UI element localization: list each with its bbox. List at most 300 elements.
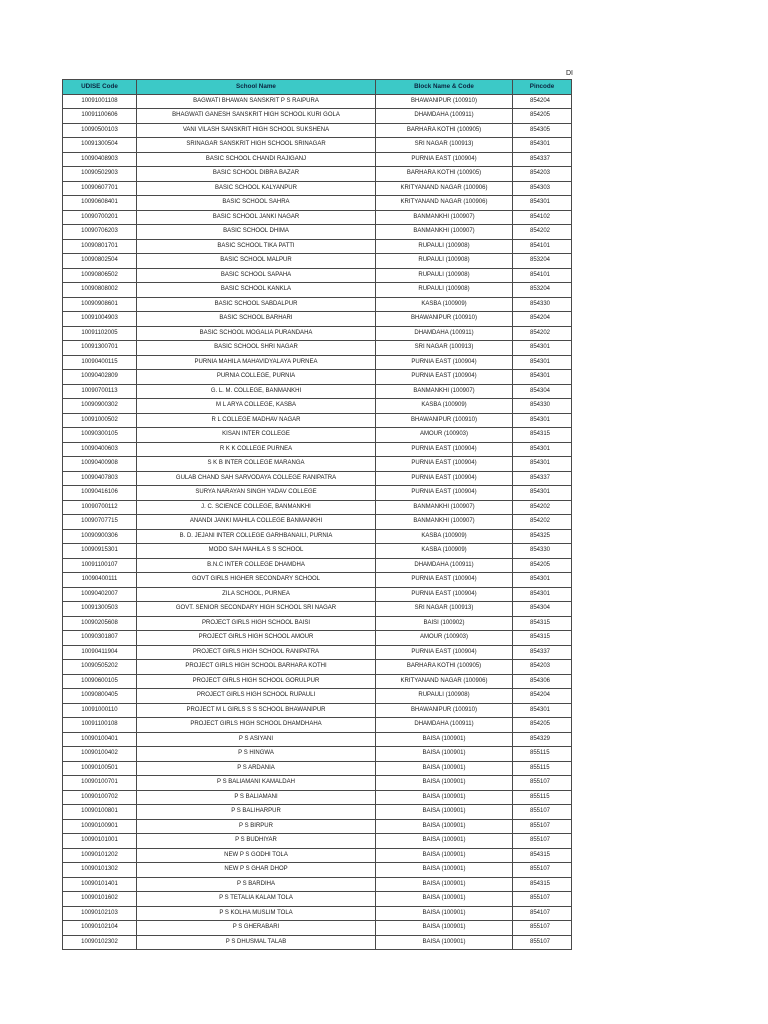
pincode-cell: 854315 <box>513 877 572 892</box>
table-row <box>63 935 572 950</box>
table-row <box>63 921 572 936</box>
school-name-cell: MODO SAH MAHILA S S SCHOOL <box>137 544 376 559</box>
table-row <box>63 834 572 849</box>
table-row <box>63 790 572 805</box>
udise-code-cell: 10090100901 <box>63 819 137 834</box>
pincode-cell: 855115 <box>513 747 572 762</box>
block-name-cell: DHAMDAHA (100911) <box>376 718 513 733</box>
table-row <box>63 544 572 559</box>
udise-code-cell: 10090205608 <box>63 616 137 631</box>
block-name-cell: BAISA (100901) <box>376 819 513 834</box>
block-name-cell: PURNIA EAST (100904) <box>376 471 513 486</box>
school-name-cell: KISAN INTER COLLEGE <box>137 428 376 443</box>
school-name-cell: ANANDI JANKI MAHILA COLLEGE BANMANKHI <box>137 515 376 530</box>
pincode-cell: 855107 <box>513 805 572 820</box>
udise-code-cell: 10090100402 <box>63 747 137 762</box>
school-name-cell: B.N.C INTER COLLEGE DHAMDHA <box>137 558 376 573</box>
table-row <box>63 689 572 704</box>
block-name-cell: BAISA (100901) <box>376 776 513 791</box>
block-name-cell: RUPAULI (100908) <box>376 689 513 704</box>
table-row <box>63 805 572 820</box>
table-row <box>63 573 572 588</box>
header-block-name-code: Block Name & Code <box>376 80 513 95</box>
pincode-cell: 855107 <box>513 892 572 907</box>
school-name-cell: BASIC SCHOOL MOGALIA PURANDAHA <box>137 326 376 341</box>
pincode-cell: 854330 <box>513 544 572 559</box>
school-name-cell: BASIC SCHOOL CHANDI RAJIGANJ <box>137 152 376 167</box>
header-school-name: School Name <box>137 80 376 95</box>
school-name-cell: S K B INTER COLLEGE MARANGA <box>137 457 376 472</box>
block-name-cell: PURNIA EAST (100904) <box>376 355 513 370</box>
table-row <box>63 442 572 457</box>
pincode-cell: 854337 <box>513 152 572 167</box>
pincode-cell: 854315 <box>513 848 572 863</box>
table-row <box>63 877 572 892</box>
udise-code-cell: 10090700112 <box>63 500 137 515</box>
school-name-cell: BASIC SCHOOL DIBRA BAZAR <box>137 167 376 182</box>
pincode-cell: 854204 <box>513 312 572 327</box>
block-name-cell: BHAWANIPUR (100910) <box>376 413 513 428</box>
table-row <box>63 370 572 385</box>
school-name-cell: P S ASIYANI <box>137 732 376 747</box>
block-name-cell: BANMANKHI (100907) <box>376 210 513 225</box>
school-name-cell: B. D. JEJANI INTER COLLEGE GARHBANAILI, PURNIA <box>137 529 376 544</box>
table-row <box>63 283 572 298</box>
block-name-cell: DHAMDAHA (100911) <box>376 558 513 573</box>
table-row <box>63 515 572 530</box>
block-name-cell: PURNIA EAST (100904) <box>376 645 513 660</box>
school-name-cell: BASIC SCHOOL KALYANPUR <box>137 181 376 196</box>
pincode-cell: 854315 <box>513 616 572 631</box>
school-table <box>62 79 572 950</box>
pincode-cell: 854107 <box>513 906 572 921</box>
udise-code-cell: 10090402809 <box>63 370 137 385</box>
udise-code-cell: 10090400115 <box>63 355 137 370</box>
udise-code-cell: 10090102302 <box>63 935 137 950</box>
table-row <box>63 863 572 878</box>
table-row <box>63 529 572 544</box>
table-row <box>63 413 572 428</box>
udise-code-cell: 10090915301 <box>63 544 137 559</box>
school-name-cell: BASIC SCHOOL TIKA PATTI <box>137 239 376 254</box>
block-name-cell: BHAWANIPUR (100910) <box>376 312 513 327</box>
table-row <box>63 486 572 501</box>
udise-code-cell: 10090102104 <box>63 921 137 936</box>
school-name-cell: PURNIA MAHILA MAHAVIDYALAYA PURNEA <box>137 355 376 370</box>
block-name-cell: BAISA (100901) <box>376 834 513 849</box>
table-row <box>63 718 572 733</box>
school-name-cell: BASIC SCHOOL KANKLA <box>137 283 376 298</box>
block-name-cell: PURNIA EAST (100904) <box>376 573 513 588</box>
block-name-cell: BANMANKHI (100907) <box>376 515 513 530</box>
block-name-cell: BANMANKHI (100907) <box>376 225 513 240</box>
udise-code-cell: 10090908601 <box>63 297 137 312</box>
udise-code-cell: 10091100108 <box>63 718 137 733</box>
pincode-cell: 854304 <box>513 602 572 617</box>
table-row <box>63 776 572 791</box>
udise-code-cell: 10090100401 <box>63 732 137 747</box>
block-name-cell: BANMANKHI (100907) <box>376 384 513 399</box>
pincode-cell: 854301 <box>513 413 572 428</box>
block-name-cell: BHAWANIPUR (100910) <box>376 94 513 109</box>
page-corner-text: DI <box>566 70 573 77</box>
table-row <box>63 225 572 240</box>
table-row <box>63 138 572 153</box>
table-row <box>63 602 572 617</box>
pincode-cell: 854301 <box>513 138 572 153</box>
school-name-cell: BASIC SCHOOL SAHRA <box>137 196 376 211</box>
school-name-cell: GOVT. SENIOR SECONDARY HIGH SCHOOL SRI NAGAR <box>137 602 376 617</box>
school-name-cell: PURNIA COLLEGE, PURNIA <box>137 370 376 385</box>
udise-code-cell: 10090101001 <box>63 834 137 849</box>
table-row <box>63 326 572 341</box>
header-udise-code: UDISE Code <box>63 80 137 95</box>
pincode-cell: 854102 <box>513 210 572 225</box>
udise-code-cell: 10090505202 <box>63 660 137 675</box>
table-row <box>63 906 572 921</box>
pincode-cell: 854301 <box>513 457 572 472</box>
school-name-cell: P S BIRPUR <box>137 819 376 834</box>
table-row <box>63 123 572 138</box>
pincode-cell: 854301 <box>513 486 572 501</box>
table-row <box>63 732 572 747</box>
table-row <box>63 631 572 646</box>
udise-code-cell: 10090400111 <box>63 573 137 588</box>
udise-code-cell: 10091100606 <box>63 109 137 124</box>
block-name-cell: BAISA (100901) <box>376 892 513 907</box>
pincode-cell: 854330 <box>513 297 572 312</box>
block-name-cell: BANMANKHI (100907) <box>376 500 513 515</box>
school-name-cell: ZILA SCHOOL, PURNEA <box>137 587 376 602</box>
school-name-cell: SURYA NARAYAN SINGH YADAV COLLEGE <box>137 486 376 501</box>
table-row <box>63 819 572 834</box>
school-name-cell: P S TETALIA KALAM TOLA <box>137 892 376 907</box>
block-name-cell: KRITYANAND NAGAR (100906) <box>376 181 513 196</box>
pincode-cell: 854202 <box>513 515 572 530</box>
pincode-cell: 854315 <box>513 631 572 646</box>
table-row <box>63 196 572 211</box>
udise-code-cell: 10091000110 <box>63 703 137 718</box>
udise-code-cell: 10090802504 <box>63 254 137 269</box>
udise-code-cell: 10090608401 <box>63 196 137 211</box>
block-name-cell: BAISA (100901) <box>376 921 513 936</box>
pincode-cell: 853204 <box>513 254 572 269</box>
table-row <box>63 94 572 109</box>
table-row <box>63 297 572 312</box>
pincode-cell: 854204 <box>513 94 572 109</box>
udise-code-cell: 10090100702 <box>63 790 137 805</box>
table-row <box>63 399 572 414</box>
udise-code-cell: 10091300503 <box>63 602 137 617</box>
block-name-cell: SRI NAGAR (100913) <box>376 341 513 356</box>
block-name-cell: KRITYANAND NAGAR (100906) <box>376 674 513 689</box>
pincode-cell: 854330 <box>513 399 572 414</box>
school-name-cell: VANI VILASH SANSKRIT HIGH SCHOOL SUKSHENA <box>137 123 376 138</box>
pincode-cell: 854301 <box>513 196 572 211</box>
school-name-cell: P S HINGWA <box>137 747 376 762</box>
block-name-cell: PURNIA EAST (100904) <box>376 457 513 472</box>
pincode-cell: 854202 <box>513 225 572 240</box>
udise-code-cell: 10090700201 <box>63 210 137 225</box>
school-name-cell: NEW P S GODHI TOLA <box>137 848 376 863</box>
table-row <box>63 616 572 631</box>
school-name-cell: PROJECT M L GIRLS S S SCHOOL BHAWANIPUR <box>137 703 376 718</box>
table-row <box>63 341 572 356</box>
school-name-cell: R K K COLLEGE PURNEA <box>137 442 376 457</box>
block-name-cell: SRI NAGAR (100913) <box>376 602 513 617</box>
block-name-cell: BAISA (100901) <box>376 906 513 921</box>
udise-code-cell: 10090301807 <box>63 631 137 646</box>
school-name-cell: BASIC SCHOOL DHIMA <box>137 225 376 240</box>
udise-code-cell: 10090416106 <box>63 486 137 501</box>
pincode-cell: 855107 <box>513 921 572 936</box>
school-name-cell: NEW P S GHAR DHOP <box>137 863 376 878</box>
block-name-cell: AMOUR (100903) <box>376 631 513 646</box>
pincode-cell: 854337 <box>513 645 572 660</box>
block-name-cell: DHAMDAHA (100911) <box>376 326 513 341</box>
block-name-cell: BAISA (100901) <box>376 877 513 892</box>
udise-code-cell: 10090101202 <box>63 848 137 863</box>
block-name-cell: BARHARA KOTHI (100905) <box>376 123 513 138</box>
block-name-cell: BHAWANIPUR (100910) <box>376 703 513 718</box>
table-row <box>63 674 572 689</box>
table-row <box>63 384 572 399</box>
table-row <box>63 457 572 472</box>
school-name-cell: BASIC SCHOOL SHRI NAGAR <box>137 341 376 356</box>
school-name-cell: BASIC SCHOOL JANKI NAGAR <box>137 210 376 225</box>
pincode-cell: 854205 <box>513 109 572 124</box>
pincode-cell: 854202 <box>513 500 572 515</box>
udise-code-cell: 10090900302 <box>63 399 137 414</box>
school-name-cell: G. L. M. COLLEGE, BANMANKHI <box>137 384 376 399</box>
school-name-cell: BAGWATI BHAWAN SANSKRIT P S RAIPURA <box>137 94 376 109</box>
table-row <box>63 892 572 907</box>
pincode-cell: 854304 <box>513 384 572 399</box>
school-name-cell: BHAGWATI GANESH SANSKRIT HIGH SCHOOL KURI GOLA <box>137 109 376 124</box>
pincode-cell: 854301 <box>513 370 572 385</box>
block-name-cell: PURNIA EAST (100904) <box>376 370 513 385</box>
table-row <box>63 848 572 863</box>
pincode-cell: 854325 <box>513 529 572 544</box>
header-row <box>63 80 572 95</box>
block-name-cell: RUPAULI (100908) <box>376 268 513 283</box>
pincode-cell: 854301 <box>513 341 572 356</box>
school-name-cell: SRINAGAR SANSKRIT HIGH SCHOOL SRINAGAR <box>137 138 376 153</box>
block-name-cell: PURNIA EAST (100904) <box>376 587 513 602</box>
table-row <box>63 587 572 602</box>
school-name-cell: P S BARDIHA <box>137 877 376 892</box>
table-row <box>63 471 572 486</box>
table-row <box>63 703 572 718</box>
udise-code-cell: 10090101602 <box>63 892 137 907</box>
block-name-cell: BARHARA KOTHI (100905) <box>376 167 513 182</box>
block-name-cell: BARHARA KOTHI (100905) <box>376 660 513 675</box>
school-name-cell: P S BUDHIYAR <box>137 834 376 849</box>
pincode-cell: 854205 <box>513 718 572 733</box>
udise-code-cell: 10090808002 <box>63 283 137 298</box>
udise-code-cell: 10090706203 <box>63 225 137 240</box>
pincode-cell: 854202 <box>513 326 572 341</box>
school-name-cell: PROJECT GIRLS HIGH SCHOOL BARHARA KOTHI <box>137 660 376 675</box>
school-name-cell: P S BALIHARPUR <box>137 805 376 820</box>
udise-code-cell: 10090101401 <box>63 877 137 892</box>
pincode-cell: 855115 <box>513 761 572 776</box>
school-name-cell: PROJECT GIRLS HIGH SCHOOL RANIPATRA <box>137 645 376 660</box>
pincode-cell: 854301 <box>513 703 572 718</box>
block-name-cell: BAISA (100901) <box>376 805 513 820</box>
pincode-cell: 855107 <box>513 863 572 878</box>
school-name-cell: R L COLLEGE MADHAV NAGAR <box>137 413 376 428</box>
udise-code-cell: 10090900306 <box>63 529 137 544</box>
udise-code-cell: 10090102103 <box>63 906 137 921</box>
pincode-cell: 854101 <box>513 268 572 283</box>
block-name-cell: KRITYANAND NAGAR (100906) <box>376 196 513 211</box>
table-row <box>63 355 572 370</box>
pincode-cell: 854337 <box>513 471 572 486</box>
school-name-cell: BASIC SCHOOL SABDALPUR <box>137 297 376 312</box>
pincode-cell: 855107 <box>513 819 572 834</box>
block-name-cell: SRI NAGAR (100913) <box>376 138 513 153</box>
table-row <box>63 210 572 225</box>
block-name-cell: PURNIA EAST (100904) <box>376 486 513 501</box>
udise-code-cell: 10090700113 <box>63 384 137 399</box>
udise-code-cell: 10090407803 <box>63 471 137 486</box>
udise-code-cell: 10091001108 <box>63 94 137 109</box>
header-pincode: Pincode <box>513 80 572 95</box>
table-row <box>63 312 572 327</box>
school-name-cell: P S GHERABARI <box>137 921 376 936</box>
table-row <box>63 239 572 254</box>
school-name-cell: J. C. SCIENCE COLLEGE, BANMANKHI <box>137 500 376 515</box>
table-row <box>63 268 572 283</box>
pincode-cell: 854315 <box>513 428 572 443</box>
pincode-cell: 853204 <box>513 283 572 298</box>
block-name-cell: BAISA (100901) <box>376 863 513 878</box>
school-name-cell: PROJECT GIRLS HIGH SCHOOL AMOUR <box>137 631 376 646</box>
school-name-cell: BASIC SCHOOL MALPUR <box>137 254 376 269</box>
pincode-cell: 854301 <box>513 587 572 602</box>
school-name-cell: PROJECT GIRLS HIGH SCHOOL DHAMDHAHA <box>137 718 376 733</box>
udise-code-cell: 10091102005 <box>63 326 137 341</box>
udise-code-cell: 10090402007 <box>63 587 137 602</box>
pincode-cell: 854101 <box>513 239 572 254</box>
pincode-cell: 854203 <box>513 660 572 675</box>
table-row <box>63 500 572 515</box>
block-name-cell: BAISA (100901) <box>376 935 513 950</box>
block-name-cell: BAISA (100901) <box>376 761 513 776</box>
school-name-cell: P S ARDANIA <box>137 761 376 776</box>
block-name-cell: PURNIA EAST (100904) <box>376 442 513 457</box>
block-name-cell: BAISA (100901) <box>376 848 513 863</box>
school-name-cell: BASIC SCHOOL SAPAHA <box>137 268 376 283</box>
school-name-cell: PROJECT GIRLS HIGH SCHOOL BAISI <box>137 616 376 631</box>
table-row <box>63 167 572 182</box>
pincode-cell: 854303 <box>513 181 572 196</box>
udise-code-cell: 10090100801 <box>63 805 137 820</box>
table-row <box>63 645 572 660</box>
pincode-cell: 855107 <box>513 935 572 950</box>
udise-code-cell: 10090100701 <box>63 776 137 791</box>
pincode-cell: 854205 <box>513 558 572 573</box>
school-name-cell: GOVT GIRLS HIGHER SECONDARY SCHOOL <box>137 573 376 588</box>
udise-code-cell: 10090707715 <box>63 515 137 530</box>
table-row <box>63 747 572 762</box>
table-row <box>63 181 572 196</box>
udise-code-cell: 10091100107 <box>63 558 137 573</box>
udise-code-cell: 10090400603 <box>63 442 137 457</box>
school-name-cell: P S DHUSMAL TALAB <box>137 935 376 950</box>
block-name-cell: KASBA (100909) <box>376 544 513 559</box>
block-name-cell: BAISA (100901) <box>376 747 513 762</box>
block-name-cell: KASBA (100909) <box>376 399 513 414</box>
pincode-cell: 854329 <box>513 732 572 747</box>
table-row <box>63 558 572 573</box>
block-name-cell: RUPAULI (100908) <box>376 239 513 254</box>
pincode-cell: 855107 <box>513 776 572 791</box>
table-row <box>63 109 572 124</box>
school-name-cell: GULAB CHAND SAH SARVODAYA COLLEGE RANIPATRA <box>137 471 376 486</box>
table-row <box>63 660 572 675</box>
block-name-cell: KASBA (100909) <box>376 297 513 312</box>
pincode-cell: 854301 <box>513 442 572 457</box>
block-name-cell: PURNIA EAST (100904) <box>376 152 513 167</box>
udise-code-cell: 10090400908 <box>63 457 137 472</box>
udise-code-cell: 10090800405 <box>63 689 137 704</box>
pincode-cell: 854301 <box>513 573 572 588</box>
pincode-cell: 855115 <box>513 790 572 805</box>
school-name-cell: P S BALIAMANI <box>137 790 376 805</box>
school-name-cell: M L ARYA COLLEGE, KASBA <box>137 399 376 414</box>
udise-code-cell: 10091004903 <box>63 312 137 327</box>
block-name-cell: AMOUR (100903) <box>376 428 513 443</box>
table-row <box>63 254 572 269</box>
school-name-cell: P S BALIAMANI KAMALDAH <box>137 776 376 791</box>
table-row <box>63 428 572 443</box>
block-name-cell: BAISA (100901) <box>376 790 513 805</box>
udise-code-cell: 10090607701 <box>63 181 137 196</box>
udise-code-cell: 10090806502 <box>63 268 137 283</box>
pincode-cell: 854301 <box>513 355 572 370</box>
pincode-cell: 854203 <box>513 167 572 182</box>
school-name-cell: PROJECT GIRLS HIGH SCHOOL RUPAULI <box>137 689 376 704</box>
udise-code-cell: 10091300504 <box>63 138 137 153</box>
school-name-cell: PROJECT GIRLS HIGH SCHOOL GORULPUR <box>137 674 376 689</box>
udise-code-cell: 10090101302 <box>63 863 137 878</box>
udise-code-cell: 10090100501 <box>63 761 137 776</box>
pincode-cell: 854204 <box>513 689 572 704</box>
table-row <box>63 761 572 776</box>
block-name-cell: KASBA (100909) <box>376 529 513 544</box>
udise-code-cell: 10090600105 <box>63 674 137 689</box>
udise-code-cell: 10091300701 <box>63 341 137 356</box>
udise-code-cell: 10091000502 <box>63 413 137 428</box>
pincode-cell: 854306 <box>513 674 572 689</box>
school-name-cell: BASIC SCHOOL BARHARI <box>137 312 376 327</box>
udise-code-cell: 10090411904 <box>63 645 137 660</box>
table-row <box>63 152 572 167</box>
block-name-cell: BAISI (100902) <box>376 616 513 631</box>
udise-code-cell: 10090801701 <box>63 239 137 254</box>
block-name-cell: DHAMDAHA (100911) <box>376 109 513 124</box>
pincode-cell: 854305 <box>513 123 572 138</box>
school-name-cell: P S KOLHA MUSLIM TOLA <box>137 906 376 921</box>
udise-code-cell: 10090408903 <box>63 152 137 167</box>
udise-code-cell: 10090502903 <box>63 167 137 182</box>
block-name-cell: BAISA (100901) <box>376 732 513 747</box>
block-name-cell: RUPAULI (100908) <box>376 254 513 269</box>
udise-code-cell: 10090500103 <box>63 123 137 138</box>
block-name-cell: RUPAULI (100908) <box>376 283 513 298</box>
